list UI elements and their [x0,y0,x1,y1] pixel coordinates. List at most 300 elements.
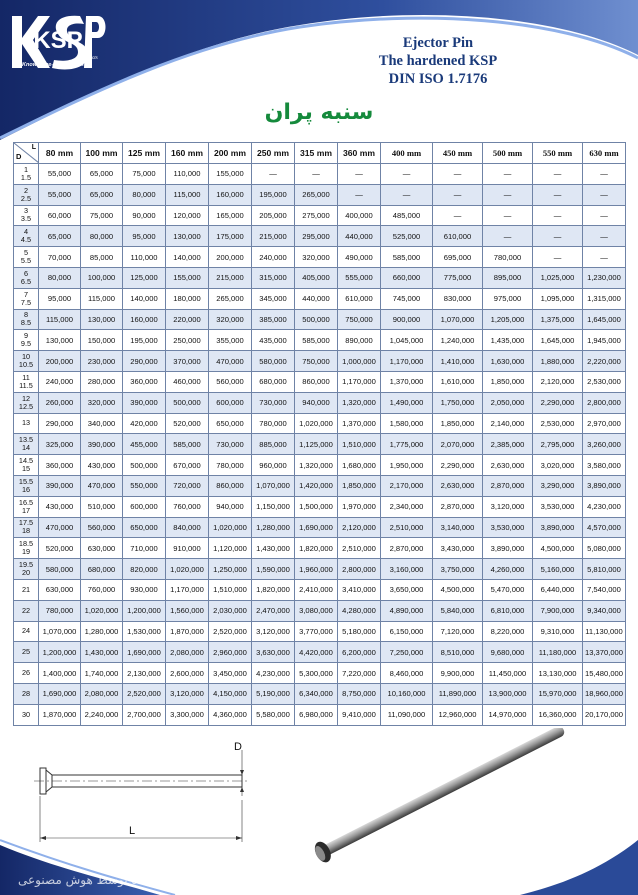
price-cell: — [583,184,626,205]
price-cell: 500,000 [123,455,166,476]
table-row [14,351,626,372]
price-cell: 2,530,000 [533,413,583,434]
price-cell: 1,370,000 [338,413,381,434]
diameter-value: 21 [21,584,31,594]
price-cell: 5,840,000 [433,600,483,621]
price-cell: — [381,164,433,185]
price-cell: 610,000 [338,288,381,309]
diameter-cell [14,455,39,476]
price-cell: 4,280,000 [338,600,381,621]
diameter-cell [14,226,39,247]
price-cell: 315,000 [252,267,295,288]
diameter-value: 24 [21,626,31,636]
diameter-cell [14,663,39,684]
price-cell: 3,650,000 [381,579,433,600]
price-cell: 65,000 [81,184,123,205]
price-cell: 1,645,000 [583,309,626,330]
table-row [14,600,626,621]
price-cell: 650,000 [209,413,252,434]
diameter-cell [14,579,39,600]
corner-d-label: D [16,152,22,161]
diameter-value: 12 [21,393,31,403]
price-cell: 1,580,000 [381,413,433,434]
diameter-cell [14,413,39,434]
diameter-value: 26 [21,668,31,678]
diameter-cell [14,642,39,663]
column-header-450mm: 450 mm [433,143,483,164]
price-cell: 5,300,000 [295,663,338,684]
price-cell: 140,000 [123,288,166,309]
diameter-cell [14,517,39,538]
price-cell: 510,000 [81,496,123,517]
diameter-cell [14,351,39,372]
price-cell: 55,000 [39,184,81,205]
price-cell: 390,000 [123,392,166,413]
diameter-cell [14,475,39,496]
price-cell: 200,000 [209,247,252,268]
title-line-3: DIN ISO 1.7176 [388,71,488,87]
price-cell: 2,600,000 [166,663,209,684]
price-cell: 8,220,000 [483,621,533,642]
price-cell: 275,000 [295,205,338,226]
price-cell: 520,000 [166,413,209,434]
price-cell: 560,000 [81,517,123,538]
price-cell: 15,480,000 [583,663,626,684]
price-cell: 1,870,000 [166,621,209,642]
corner-l-label: L [31,144,36,151]
price-cell: 895,000 [483,267,533,288]
price-cell: 2,070,000 [433,434,483,455]
price-cell: 11,890,000 [433,683,483,704]
price-cell: 200,000 [39,351,81,372]
price-cell: 4,500,000 [433,579,483,600]
price-cell: 1,025,000 [533,267,583,288]
column-header-400mm: 400 mm [381,143,433,164]
price-cell: 18,960,000 [583,683,626,704]
price-cell: 1,430,000 [252,538,295,559]
price-cell: — [533,226,583,247]
price-cell: 1,870,000 [39,704,81,725]
price-cell: 1,610,000 [433,371,483,392]
price-cell: 1,420,000 [295,475,338,496]
diameter-value: 17.5 [18,518,34,528]
price-cell: 4,260,000 [483,559,533,580]
table-row [14,642,626,663]
price-cell: 1,020,000 [81,600,123,621]
price-cell: 12,960,000 [433,704,483,725]
price-cell: 1,435,000 [483,330,533,351]
price-cell: — [483,164,533,185]
price-cell: 455,000 [123,434,166,455]
price-cell: 1,690,000 [39,683,81,704]
price-cell: 160,000 [123,309,166,330]
diameter-value: 14 [21,443,31,453]
diameter-cell [14,683,39,704]
price-cell: 2,220,000 [583,351,626,372]
price-cell: 3,160,000 [381,559,433,580]
price-cell: 9,310,000 [533,621,583,642]
diameter-cell [14,164,39,185]
price-cell: 340,000 [81,413,123,434]
price-cell: 2,385,000 [483,434,533,455]
diameter-value: 16 [21,484,31,494]
column-header-125mm: 125 mm [123,143,166,164]
diameter-cell [14,247,39,268]
price-cell: 65,000 [39,226,81,247]
price-cell: 85,000 [81,247,123,268]
price-cell: 150,000 [81,330,123,351]
price-cell: 1,205,000 [483,309,533,330]
price-cell: 75,000 [123,164,166,185]
price-cell: 3,140,000 [433,517,483,538]
price-cell: 930,000 [123,579,166,600]
price-cell: 710,000 [123,538,166,559]
price-cell: 130,000 [81,309,123,330]
price-cell: 1,630,000 [483,351,533,372]
diameter-value: 2 [23,185,29,195]
table-row [14,475,626,496]
price-cell: 2,800,000 [583,392,626,413]
price-cell: 2,510,000 [338,538,381,559]
price-cell: — [338,184,381,205]
diameter-cell [14,330,39,351]
price-cell: 8,460,000 [381,663,433,684]
price-cell: 420,000 [123,413,166,434]
price-cell: 6,980,000 [295,704,338,725]
price-cell: 4,420,000 [295,642,338,663]
price-cell: 1,500,000 [295,496,338,517]
price-cell: 860,000 [209,475,252,496]
price-cell: 320,000 [81,392,123,413]
price-cell: 3,120,000 [252,621,295,642]
price-cell: 2,795,000 [533,434,583,455]
diameter-value: 11.5 [19,380,33,390]
price-cell: 1,880,000 [533,351,583,372]
price-cell: 2,130,000 [123,663,166,684]
price-cell: 1,430,000 [81,642,123,663]
price-cell: 525,000 [381,226,433,247]
price-cell: 7,250,000 [381,642,433,663]
price-cell: 2,080,000 [81,683,123,704]
price-cell: 660,000 [381,267,433,288]
price-cell: 3,890,000 [483,538,533,559]
price-table [13,142,626,726]
diameter-value: 7.5 [20,297,32,307]
price-cell: 13,130,000 [533,663,583,684]
price-cell: 1,820,000 [295,538,338,559]
price-cell: 1,850,000 [483,371,533,392]
price-cell: — [533,205,583,226]
price-cell: 760,000 [81,579,123,600]
table-header-row [14,143,626,164]
diameter-cell [14,434,39,455]
price-cell: 115,000 [166,184,209,205]
price-cell: 1,320,000 [338,392,381,413]
price-cell: 4,360,000 [209,704,252,725]
price-cell: 1,740,000 [81,663,123,684]
diameter-value: 19 [21,547,31,557]
price-cell: 1,250,000 [209,559,252,580]
price-cell: 95,000 [39,288,81,309]
diameter-value: 12.5 [18,401,34,411]
diameter-value: 10 [21,352,31,362]
diameter-cell [14,184,39,205]
price-cell: 1,230,000 [583,267,626,288]
price-cell: 9,340,000 [583,600,626,621]
price-cell: 120,000 [166,205,209,226]
price-cell: 470,000 [81,475,123,496]
price-cell: 2,080,000 [166,642,209,663]
diameter-cell [14,621,39,642]
price-cell: 1,590,000 [252,559,295,580]
price-cell: 5,080,000 [583,538,626,559]
price-cell: 130,000 [39,330,81,351]
price-cell: 6,810,000 [483,600,533,621]
price-cell: 60,000 [39,205,81,226]
price-cell: 670,000 [166,455,209,476]
price-cell: 1,960,000 [295,559,338,580]
price-cell: 7,220,000 [338,663,381,684]
ai-watermark: محتوای ایجادشده توسط هوش مصنوعی [18,873,219,887]
diameter-value: 6.5 [20,276,32,286]
price-cell: 4,500,000 [533,538,583,559]
column-header-250mm: 250 mm [252,143,295,164]
price-cell: 1,775,000 [381,434,433,455]
price-cell: 360,000 [39,455,81,476]
price-cell: 400,000 [338,205,381,226]
price-cell: 7,120,000 [433,621,483,642]
price-cell: 2,870,000 [483,475,533,496]
price-cell: — [381,184,433,205]
price-cell: 5,810,000 [583,559,626,580]
price-cell: 13,900,000 [483,683,533,704]
price-cell: 500,000 [166,392,209,413]
price-cell: 1,410,000 [433,351,483,372]
price-cell: — [583,247,626,268]
price-cell: 70,000 [39,247,81,268]
diameter-value: 7 [23,289,29,299]
title-line-1: Ejector Pin [402,35,474,51]
price-cell: 240,000 [252,247,295,268]
price-cell: 1,045,000 [381,330,433,351]
price-cell: 585,000 [295,330,338,351]
price-cell: 115,000 [81,288,123,309]
price-cell: 730,000 [252,392,295,413]
price-cell: 4,230,000 [252,663,295,684]
price-cell: 7,900,000 [533,600,583,621]
price-cell: 1,070,000 [252,475,295,496]
price-cell: 1,820,000 [252,579,295,600]
price-cell: 1,200,000 [123,600,166,621]
price-cell: 4,230,000 [583,496,626,517]
table-row [14,559,626,580]
price-cell: 3,630,000 [252,642,295,663]
price-cell: 370,000 [166,351,209,372]
diameter-value: 6 [23,268,29,278]
diameter-cell [14,538,39,559]
price-cell: 2,410,000 [295,579,338,600]
column-header-100mm: 100 mm [81,143,123,164]
column-header-160mm: 160 mm [166,143,209,164]
price-cell: 720,000 [166,475,209,496]
price-cell: 580,000 [252,351,295,372]
price-cell: 15,970,000 [533,683,583,704]
price-cell: 1,125,000 [295,434,338,455]
price-cell: — [252,164,295,185]
price-cell: 2,290,000 [533,392,583,413]
price-cell: 2,290,000 [433,455,483,476]
price-cell: 885,000 [252,434,295,455]
table-row [14,621,626,642]
price-cell: 4,570,000 [583,517,626,538]
price-cell: 5,180,000 [338,621,381,642]
price-cell: 20,170,000 [583,704,626,725]
price-cell: 90,000 [123,205,166,226]
price-cell: 240,000 [39,371,81,392]
price-cell: 1,020,000 [166,559,209,580]
price-cell: 9,680,000 [483,642,533,663]
column-header-630mm: 630 mm [583,143,626,164]
table-row [14,205,626,226]
price-cell: 140,000 [166,247,209,268]
price-cell: 1,370,000 [381,371,433,392]
price-cell: — [583,164,626,185]
price-cell: 3,450,000 [209,663,252,684]
corner-cell [14,143,39,164]
price-cell: 1,150,000 [252,496,295,517]
column-header-315mm: 315 mm [295,143,338,164]
price-cell: 520,000 [39,538,81,559]
price-cell: 220,000 [166,309,209,330]
table-row [14,288,626,309]
diameter-value: 8 [23,310,29,320]
table-row [14,704,626,725]
price-cell: 1,530,000 [123,621,166,642]
price-cell: 2,170,000 [381,475,433,496]
price-cell: 325,000 [39,434,81,455]
price-cell: 1,510,000 [338,434,381,455]
table-row [14,517,626,538]
price-cell: 2,870,000 [433,496,483,517]
table-row [14,413,626,434]
price-cell: 2,120,000 [533,371,583,392]
price-cell: — [433,164,483,185]
price-cell: 405,000 [295,267,338,288]
price-cell: 1,095,000 [533,288,583,309]
diameter-cell [14,371,39,392]
price-cell: 1,690,000 [123,642,166,663]
price-cell: 860,000 [295,371,338,392]
price-cell: — [483,226,533,247]
price-cell: 1,945,000 [583,330,626,351]
diameter-value: 20 [21,568,31,578]
price-cell: 2,520,000 [123,683,166,704]
price-cell: 1,200,000 [39,642,81,663]
price-cell: 550,000 [123,475,166,496]
price-cell: 1,375,000 [533,309,583,330]
price-cell: 6,340,000 [295,683,338,704]
price-cell: 1,315,000 [583,288,626,309]
price-cell: 8,510,000 [433,642,483,663]
price-cell: 385,000 [252,309,295,330]
price-cell: 2,630,000 [433,475,483,496]
price-cell: — [433,184,483,205]
price-cell: 780,000 [252,413,295,434]
price-cell: 80,000 [39,267,81,288]
price-cell: 165,000 [209,205,252,226]
price-cell: 2,970,000 [583,413,626,434]
price-cell: 3,300,000 [166,704,209,725]
diameter-cell [14,559,39,580]
price-cell: 5,470,000 [483,579,533,600]
table-row [14,330,626,351]
table-row [14,184,626,205]
price-cell: 600,000 [209,392,252,413]
diameter-cell [14,309,39,330]
price-cell: 680,000 [252,371,295,392]
price-cell: 1,280,000 [81,621,123,642]
price-cell: 1,170,000 [166,579,209,600]
diameter-value: 15.5 [18,476,34,486]
price-cell: 750,000 [338,309,381,330]
table-row [14,392,626,413]
table-row [14,683,626,704]
price-cell: 1,020,000 [209,517,252,538]
price-cell: 160,000 [209,184,252,205]
price-cell: — [583,226,626,247]
diameter-value: 11 [22,372,30,382]
table-row [14,538,626,559]
price-cell: 1,000,000 [338,351,381,372]
price-cell: 95,000 [123,226,166,247]
price-cell: 3,530,000 [483,517,533,538]
diameter-value: 17 [21,505,31,515]
price-cell: 600,000 [123,496,166,517]
price-cell: 2,960,000 [209,642,252,663]
price-cell: 560,000 [209,371,252,392]
price-cell: 2,800,000 [338,559,381,580]
price-cell: — [533,247,583,268]
price-cell: 8,750,000 [338,683,381,704]
diameter-value: 30 [21,709,31,719]
table-row [14,579,626,600]
price-cell: 2,510,000 [381,517,433,538]
price-cell: 1,510,000 [209,579,252,600]
diameter-value: 8.5 [20,318,32,328]
column-header-550mm: 550 mm [533,143,583,164]
price-cell: 1,020,000 [295,413,338,434]
price-cell: 430,000 [39,496,81,517]
price-cell: — [533,184,583,205]
diameter-cell [14,496,39,517]
diameter-value: 5.5 [20,256,32,266]
diameter-value: 19.5 [18,560,34,570]
price-cell: 775,000 [433,267,483,288]
price-cell: 14,970,000 [483,704,533,725]
price-cell: 900,000 [381,309,433,330]
price-cell: 2,030,000 [209,600,252,621]
price-cell: 390,000 [39,475,81,496]
dimension-l-label: L [129,825,136,837]
price-cell: 1,970,000 [338,496,381,517]
table-row [14,455,626,476]
diameter-cell [14,704,39,725]
price-cell: 500,000 [295,309,338,330]
price-cell: — [533,164,583,185]
price-cell: 10,160,000 [381,683,433,704]
price-cell: 360,000 [123,371,166,392]
price-cell: 195,000 [123,330,166,351]
